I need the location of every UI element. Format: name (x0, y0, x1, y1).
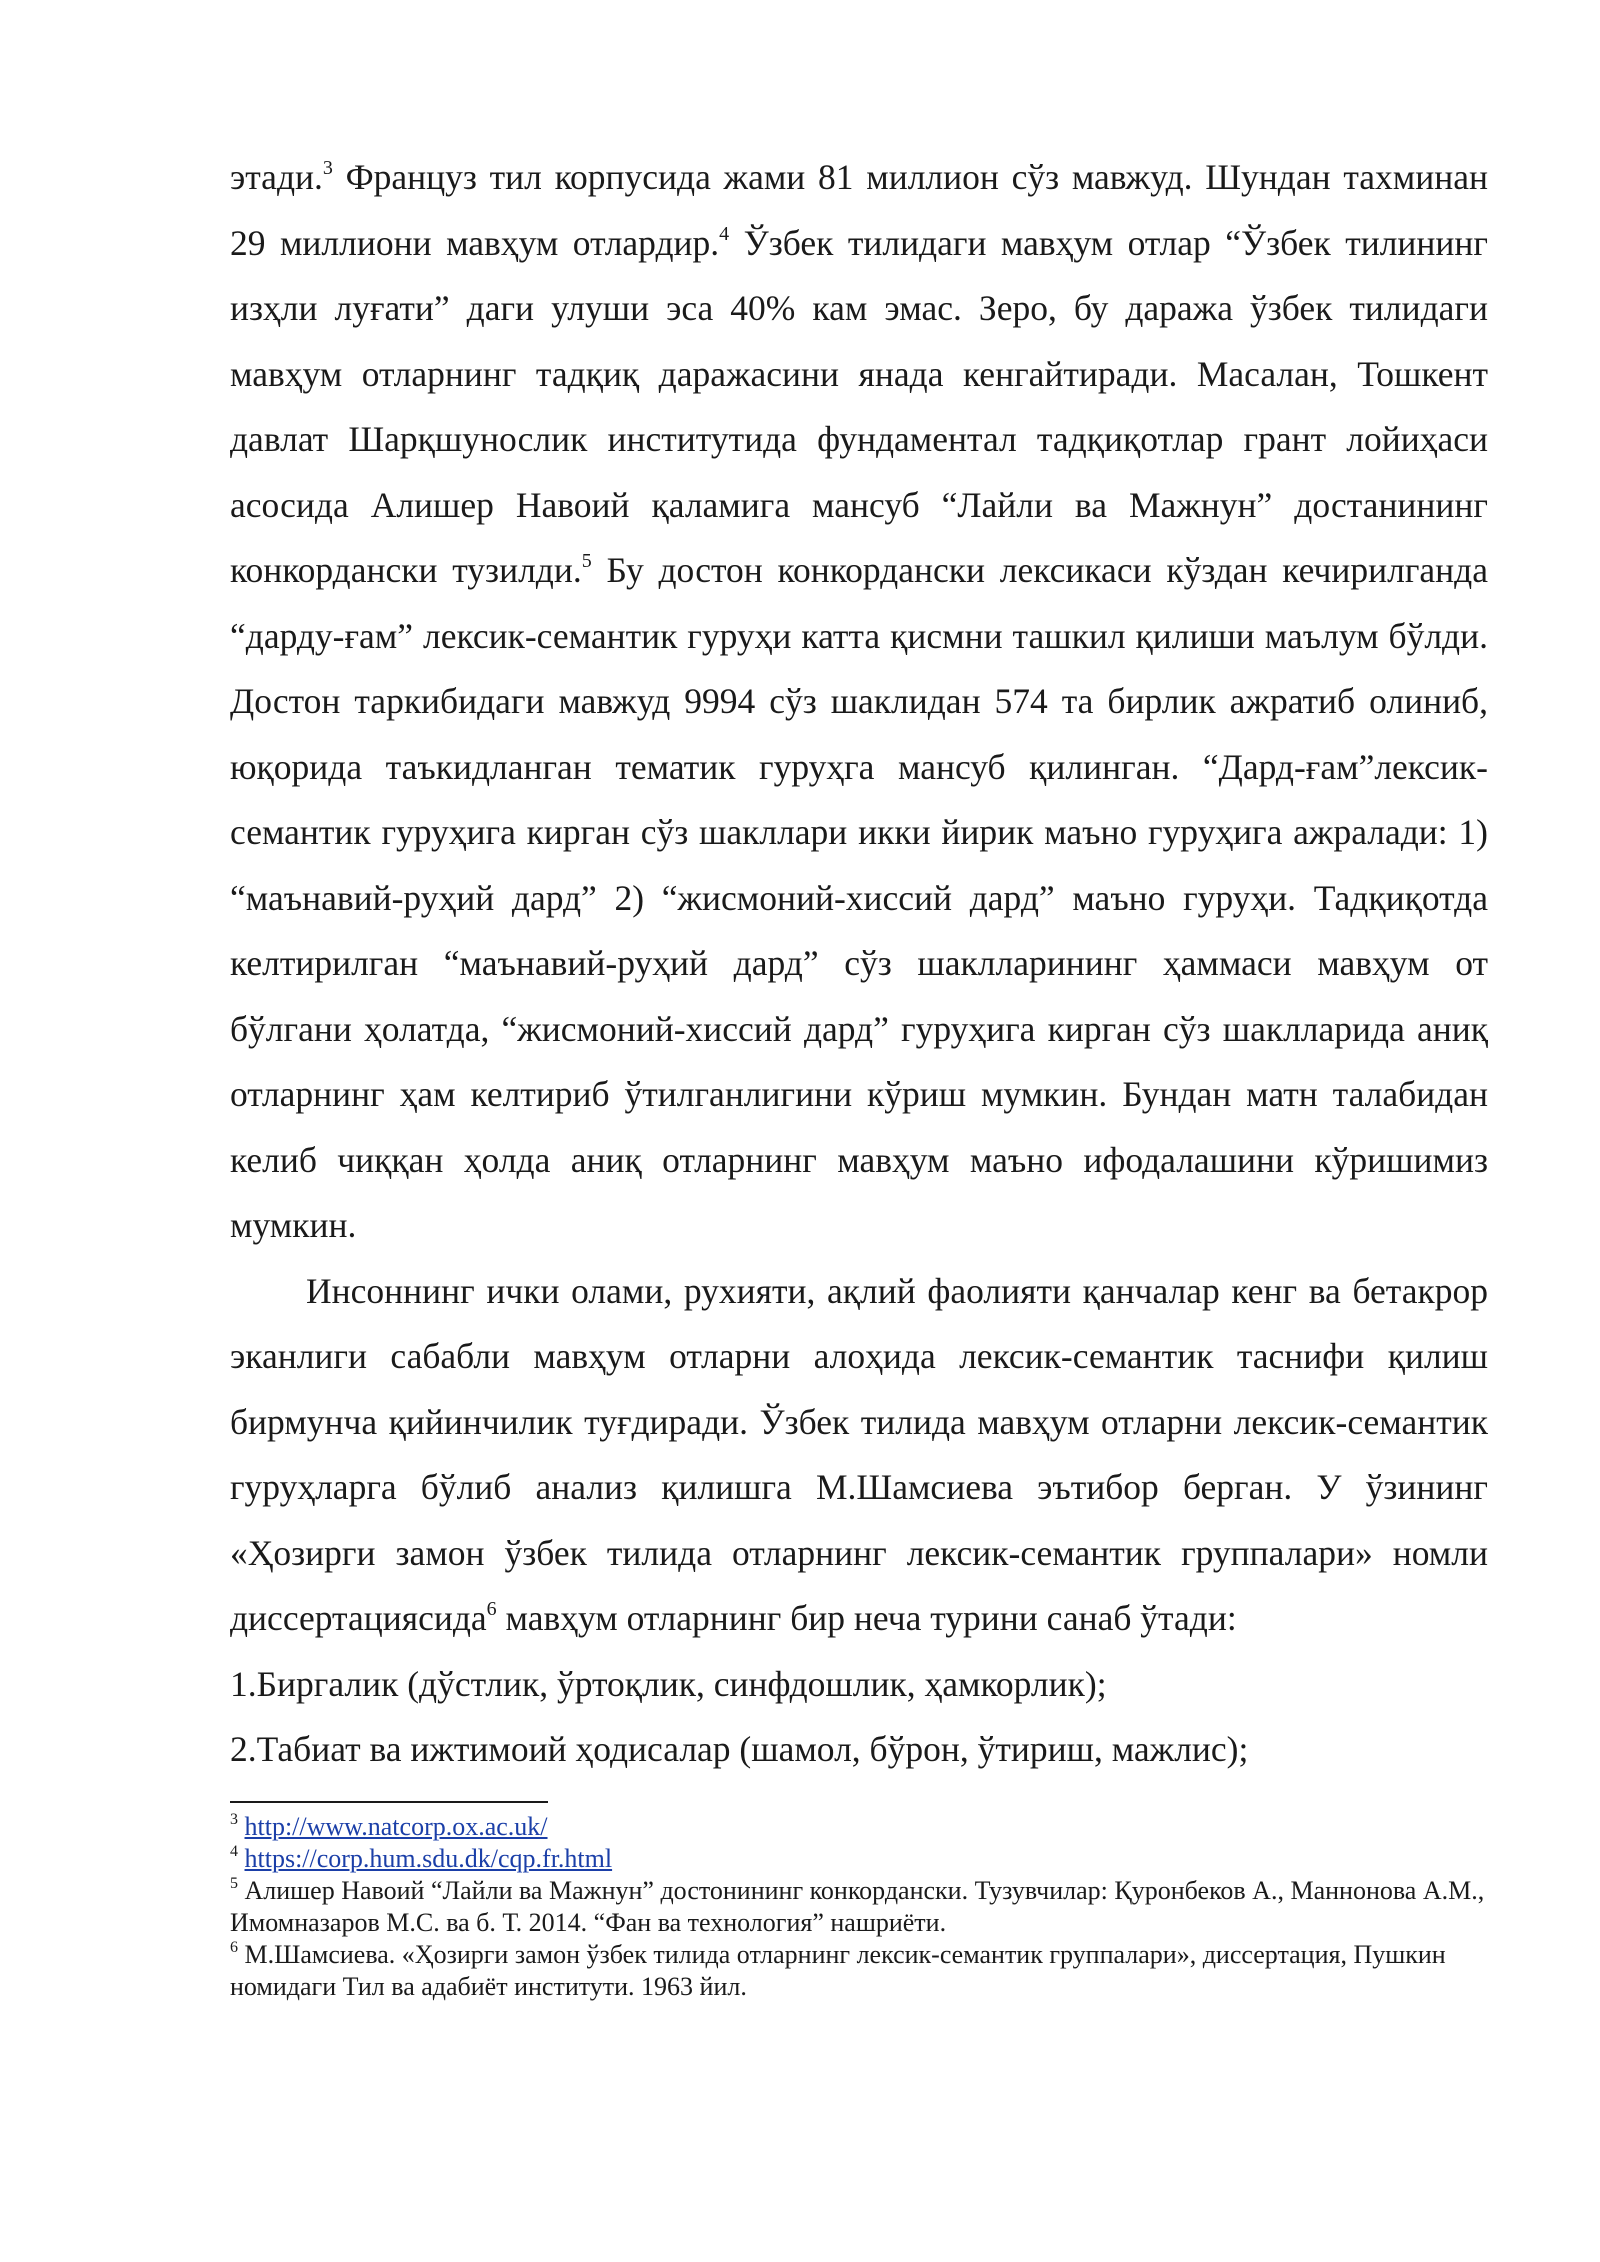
footnote-number: 6 (230, 1938, 238, 1956)
footnote-text: М.Шамсиева. «Ҳозирги замон ўзбек тилида отларнинг лексик-семантик группалари», диссертация, Пушкин номидаги Тил ва адабиёт институти. 1963 йил. (230, 1939, 1446, 2001)
paragraph-text: мавҳум отларнинг бир неча турини санаб ўтади: (496, 1598, 1237, 1638)
footnote-number: 4 (230, 1842, 238, 1860)
paragraph-text: Бу достон конкордански лексикаси кўздан кечирилганда “дарду-ғам” лексик-семантик гуруҳи катта қисмни ташкил қилиши маълум бўлди. Достон таркибидаги мавжуд 9994 сўз шаклидан 574 та бирлик ажратиб олиниб, юқорида таъкидланган тематик гуруҳга мансуб қилинган. “Дард-ғам”лексик-семантик гуруҳига кирган сўз шакллари икки йирик маъно гуруҳига ажралади: 1) “маънавий-руҳий дард” 2) “жисмоний-хиссий дард” маъно гуруҳи. Тадқиқотда келтирилган “маънавий-руҳий дард” сўз шаклларининг ҳаммаси мавҳум от бўлгани ҳолатда, “жисмоний-хиссий дард” гуруҳига кирган сўз шаклларида аниқ отларнинг ҳам келтириб ўтилганлигини кўриш мумкин. Бундан матн талабидан келиб чиққан ҳолда аниқ отларнинг мавҳум маъно ифодалашини кўришимиз мумкин. (230, 550, 1488, 1245)
footnote-link-cqp[interactable]: https://corp.hum.sdu.dk/cqp.fr.html (244, 1843, 613, 1873)
footnote-6 (230, 1939, 1488, 2003)
footnote-3 (230, 1811, 1488, 1843)
footnote-separator (230, 1801, 548, 1803)
footnote-text: Алишер Навоий “Лайли ва Мажнун” достонининг конкордански. Тузувчилар: Қуронбеков А., Маннонова А.М., Имомназаров М.С. ва б. Т. 2014. “Фан ва технология” нашриёти. (230, 1875, 1485, 1937)
footnote-ref-3[interactable]: 3 (322, 157, 333, 180)
footnotes (230, 1811, 1488, 2003)
paragraph-text: Ўзбек тилидаги мавҳум отлар “Ўзбек тилининг изҳли луғати” даги улуши эса 40% кам эмас. Зеро, бу даража ўзбек тилидаги мавҳум отларнинг тадқиқ даражасини янада кенгайтиради. Масалан, Тошкент давлат Шарқшунослик институтида фундаментал тадқиқотлар грант лойиҳаси асосида Алишер Навоий қаламига мансуб “Лайли ва Мажнун” достанининг конкордански тузилди. (230, 222, 1488, 590)
list-item-1: 1.Биргалик (дўстлик, ўртоқлик, синфдошлик, ҳамкорлик); (230, 1663, 1107, 1704)
footnote-number: 3 (230, 1810, 238, 1828)
footnote-number: 5 (230, 1874, 238, 1892)
paragraph-2 (230, 1259, 1488, 1652)
footnote-link-natcorp[interactable]: http://www.natcorp.ox.ac.uk/ (244, 1811, 548, 1841)
footnote-ref-4[interactable]: 4 (719, 222, 730, 245)
footnote-4 (230, 1843, 1488, 1875)
document-page (230, 145, 1488, 2003)
footnote-ref-5[interactable]: 5 (581, 550, 592, 573)
paragraph-text: этади. (230, 157, 323, 197)
footnote-ref-6[interactable]: 6 (486, 1598, 497, 1621)
paragraph-text: Француз тил корпусида жами 81 миллион сўз мавжуд. Шундан тахминан 29 миллиони мавҳум отлардир. (230, 157, 1488, 263)
paragraph-text: Инсоннинг ички олами, рухияти, ақлий фаолияти қанчалар кенг ва бетакрор эканлиги сабабли мавҳум отларни алоҳида лексик-семантик таснифи қилиш бирмунча қийинчилик туғдиради. Ўзбек тилида мавҳум отларни лексик-семантик гуруҳларга бўлиб анализ қилишга М.Шамсиева эътибор берган. У ўзининг «Ҳозирги замон ўзбек тилида отларнинг лексик-семантик группалари» номли диссертациясида (230, 1270, 1488, 1638)
list-item-2: 2.Табиат ва ижтимоий ҳодисалар (шамол, бўрон, ўтириш, мажлис); (230, 1729, 1249, 1769)
paragraph-1 (230, 145, 1488, 1259)
footnote-5 (230, 1875, 1488, 1939)
document-body (230, 145, 1488, 1783)
